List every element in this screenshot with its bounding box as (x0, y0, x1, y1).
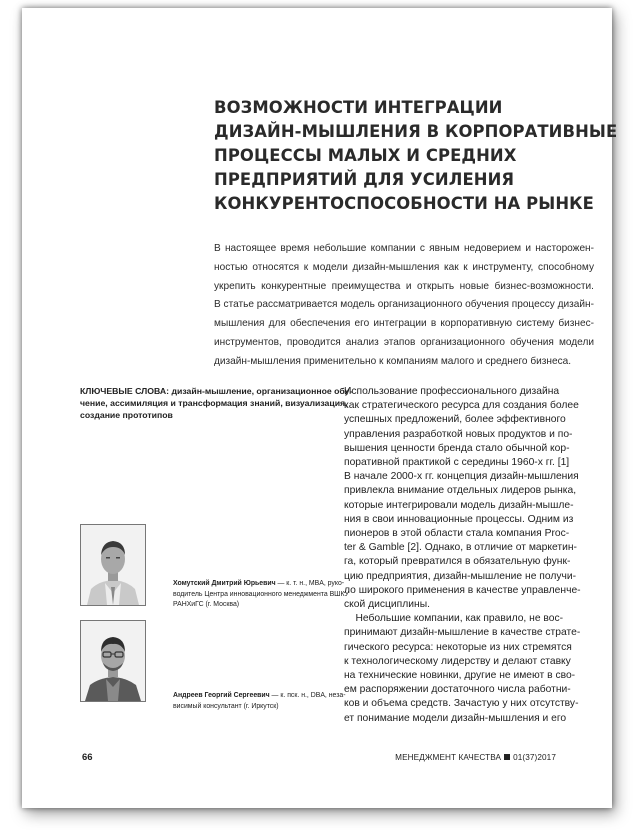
keywords-line: КЛЮЧЕВЫЕ СЛОВА: дизайн-мышление, организационное обу- (80, 386, 353, 396)
abstract-line: В настоящее время небольшие компании с явным недоверием и насторожен- (214, 243, 594, 254)
body-line: на технические новинки, другие не имеют в сво- (344, 670, 576, 682)
body-line: которые интегрировали модель дизайн-мышле- (344, 499, 574, 511)
title-line: ПРОЦЕССЫ МАЛЫХ И СРЕДНИХ (214, 146, 517, 165)
abstract-line: дизайн-мышления применительно к компаниям малого и среднего бизнеса. (214, 355, 572, 367)
title-line: ПРЕДПРИЯТИЙ ДЛЯ УСИЛЕНИЯ (214, 170, 515, 189)
author-bio-khomutsky: Хомутский Дмитрий Юрьевич — к. т. н., MBA, руко- водитель Центра инновационного менеджмента ВШКУ РАНХиГС (г. Москва) (173, 580, 349, 609)
body-line: как стратегического ресурса для создания более (344, 400, 579, 412)
body-line: ков и объема средств. Зачастую у них отсутству- (344, 698, 579, 710)
square-bullet-icon (504, 754, 510, 760)
keywords-line: создание прототипов (80, 410, 173, 420)
body-line: к технологическому лидерству и делают ставку (344, 655, 571, 667)
body-line: ем распоряжении достаточного числа работни- (344, 684, 571, 696)
portrait-image (81, 621, 145, 701)
body-line: управления разработкой новых продуктов и по- (344, 428, 573, 440)
body-line: ской дисциплины. (344, 599, 430, 611)
body-line: цию предприятия, дизайн-мышление не получи- (344, 570, 577, 582)
body-line: успешных предложений, более эффективного (344, 414, 566, 426)
body-line: ло широкого применения в качестве управленче- (344, 584, 581, 596)
article-title (214, 96, 618, 216)
author-name: Андреев Георгий Сергеевич (173, 692, 270, 699)
abstract-line: инструментов, проводится анализ этапов организационного обучения модели (214, 336, 594, 348)
article-abstract (214, 240, 594, 372)
title-line: ДИЗАЙН-МЫШЛЕНИЯ В КОРПОРАТИВНЫЕ (214, 122, 618, 141)
body-line: Использование профессионального дизайна (344, 386, 560, 397)
abstract-line: укрепить конкурентные преимущества и открыть новые бизнес-возможности. (214, 280, 594, 292)
keywords-block (80, 385, 353, 421)
body-line: гического ресурса: некоторые из них стремятся (344, 641, 572, 653)
body-line: вышения ценности бренда стало обычной кор- (344, 442, 570, 454)
abstract-line: В статье рассматривается модель организационного обучения процессу дизайн- (214, 299, 594, 311)
abstract-line: ностью относятся к модели дизайн-мышления как к инструменту, способному (214, 261, 594, 273)
body-line: ет понимание модели дизайн-мышления и его (344, 712, 567, 724)
author-photo-andreev (80, 620, 146, 702)
body-line: пионеров в этой области стала компания Proc- (344, 528, 570, 540)
keywords-line: чение, ассимиляция и трансформация знаний, визуализация, (80, 398, 348, 408)
body-line: поративной практикой с середины 1960-х гг. [1] (344, 457, 570, 469)
body-line: привлекла внимание отдельных лидеров рынка, (344, 485, 577, 497)
body-line: принимают дизайн-мышление в качестве страте- (344, 627, 581, 639)
abstract-line: мышления для обеспечения его интеграции в корпоративную систему бизнес- (214, 318, 594, 330)
magazine-page (22, 8, 618, 808)
body-line: ния в свои инновационные процессы. Одним из (344, 513, 574, 525)
author-photo-khomutsky (80, 524, 146, 606)
journal-footer (395, 753, 556, 762)
author-bio-andreev: Андреев Георгий Сергеевич — к. пск. н., DBA, неза- висимый консультант (г. Иркутск) (173, 692, 346, 710)
article-body (344, 385, 606, 726)
journal-issue: 01(37)2017 (513, 753, 556, 762)
body-line: га, который превратился в обязательную функ- (344, 556, 571, 568)
journal-name: МЕНЕДЖМЕНТ КАЧЕСТВА (395, 753, 502, 762)
portrait-image (81, 525, 145, 605)
body-line: В начале 2000-х гг. концепция дизайн-мышления (344, 471, 579, 483)
body-line: Небольшие компании, как правило, не вос- (344, 613, 564, 625)
body-line: ter & Gamble [2]. Однако, в отличие от маркетин- (344, 542, 577, 554)
author-name: Хомутский Дмитрий Юрьевич (173, 580, 276, 587)
title-line: ВОЗМОЖНОСТИ ИНТЕГРАЦИИ (214, 98, 503, 117)
page-number: 66 (82, 752, 93, 763)
title-line: КОНКУРЕНТОСПОСОБНОСТИ НА РЫНКЕ (214, 194, 594, 213)
